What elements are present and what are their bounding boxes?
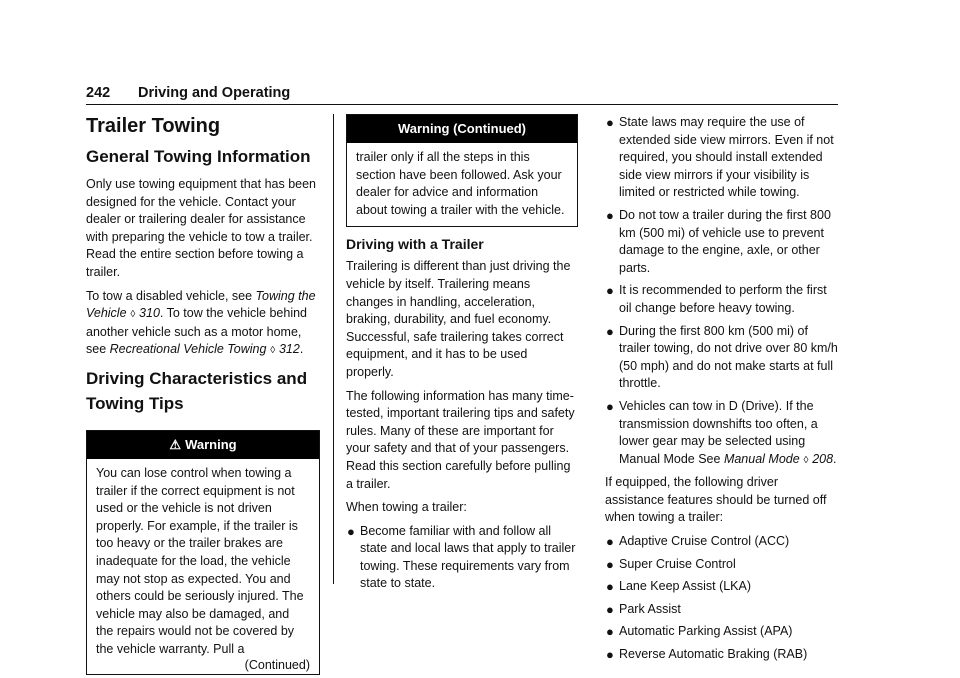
section-title: Driving and Operating: [138, 85, 291, 101]
tips-paragraph: The following information has many time-tested, important trailering tips and safety rules. Many of these are important for your safety and that of your passengers. Read this section carefully before pulling a trailer.: [346, 388, 575, 491]
warning-box: [86, 430, 320, 676]
warning-header: ⚠ Warning: [87, 431, 319, 459]
list-item: ● Do not tow a trailer during the first 800 km (500 mi) of vehicle use to prevent damage to the engine, axle, or other parts.: [606, 207, 831, 275]
page-ref-icon: ◊: [127, 309, 139, 321]
column-1: [86, 114, 320, 675]
bullet-icon: ●: [606, 323, 614, 339]
page-ref-312[interactable]: 312: [278, 342, 300, 357]
page-ref-icon: ◊: [267, 345, 278, 357]
bullet-icon: ●: [347, 523, 355, 539]
warning-triangle-icon: ⚠: [169, 436, 182, 452]
general-towing-paragraph: Only use towing equipment that has been designed for the vehicle. Contact your dealer or trailering dealer for assistance with preparing the vehicle to tow a trailer. Read the entire section before towing a trailer.: [86, 177, 317, 279]
towing-list: [346, 523, 578, 593]
bullet-icon: ●: [606, 556, 614, 572]
towing-list-continued: [605, 114, 839, 469]
column-divider: [333, 114, 334, 584]
bullet-icon: ●: [606, 115, 614, 130]
list-item: ● Reverse Automatic Braking (RAB): [606, 647, 808, 663]
towing-vehicle-link[interactable]: Towing the Vehicle: [86, 288, 316, 321]
trailering-paragraph: Trailering is different than just driving the vehicle by itself. Trailering means changes in handling, acceleration, braking, durability, and fuel economy. Successful, safe trailering takes correct equipment, and it has to be used properly.: [346, 259, 571, 379]
page-number: 242: [86, 85, 111, 101]
column-2: [346, 114, 578, 598]
warning-continued: (Continued): [244, 658, 310, 673]
bullet-icon: ●: [606, 283, 614, 299]
bullet-icon: ●: [606, 398, 614, 414]
bullet-icon: ●: [606, 207, 614, 223]
bullet-icon: ●: [606, 579, 614, 595]
driver-assist-list: [605, 533, 839, 664]
driver-assist-paragraph: If equipped, the following driver assistance features should be turned off when towing a trailer:: [605, 475, 827, 525]
warning-box-continued: [346, 114, 578, 227]
list-item: ● Become familiar with and follow all state and local laws that apply to trailer towing. These requirements vary from state to state.: [347, 523, 576, 591]
list-item: ● Super Cruise Control: [606, 556, 736, 572]
list-item: ● State laws may require the use of extended side view mirrors. Even if not required, you should install extended side view mirrors if your visibility is limited or restricted while towing.: [606, 115, 834, 200]
column-3: [605, 114, 839, 669]
list-item: ● It is recommended to perform the first oil change before heavy towing.: [606, 283, 827, 315]
warning-text-continued: trailer only if all the steps in this section have been followed. Ask your dealer for advice and information about towing a trailer with the vehicle.: [356, 150, 565, 217]
list-item: ● Automatic Parking Assist (APA): [606, 624, 793, 640]
page-header: [86, 85, 838, 105]
when-towing-paragraph: When towing a trailer:: [346, 500, 467, 515]
warning-header-continued: Warning (Continued): [347, 115, 577, 143]
list-item: ● Park Assist: [606, 601, 681, 617]
warning-text: You can lose control when towing a trailer if the correct equipment is not used or the vehicle is not driven properly. For example, if the trailer is too heavy or the trailer brakes are inadequate for the load, the vehicle may not stop as expected. You and others could be seriously injured. The vehicle may also be damaged, and the repairs would not be covered by the vehicle warranty. Pull a: [96, 465, 304, 656]
list-item: ● Lane Keep Assist (LKA): [606, 579, 752, 595]
page-ref-310[interactable]: 310: [139, 306, 160, 321]
bullet-icon: ●: [606, 601, 614, 617]
bullet-icon: ●: [606, 624, 614, 640]
list-item: ● Vehicles can tow in D (Drive). If the transmission downshifts too often, a lower gear may be selected using Manual Mode See Manual Mode ◊ 208.: [606, 398, 837, 466]
recreational-towing-link[interactable]: Recreational Vehicle Towing: [109, 342, 267, 357]
bullet-icon: ●: [606, 647, 614, 663]
disabled-vehicle-paragraph: To tow a disabled vehicle, see Towing the Vehicle ◊ 310. To tow the vehicle behind another vehicle such as a motor home, see Recreational Vehicle Towing ◊ 312.: [86, 288, 316, 357]
driving-with-trailer-heading: Driving with a Trailer: [346, 236, 484, 253]
page-ref-icon: ◊: [800, 454, 812, 466]
general-towing-heading: General Towing Information: [86, 147, 311, 166]
manual-mode-link[interactable]: Manual Mode: [723, 451, 800, 466]
bullet-icon: ●: [606, 534, 614, 550]
chapter-heading: Trailer Towing: [86, 115, 221, 137]
list-item: ● Adaptive Cruise Control (ACC): [606, 534, 790, 550]
page-ref-208[interactable]: 208: [812, 451, 834, 466]
list-item: ● During the first 800 km (500 mi) of trailer towing, do not drive over 80 km/h (50 mph) and do not make starts at full throttle.: [606, 323, 838, 391]
driving-characteristics-heading: Driving Characteristics and Towing Tips: [86, 368, 308, 413]
